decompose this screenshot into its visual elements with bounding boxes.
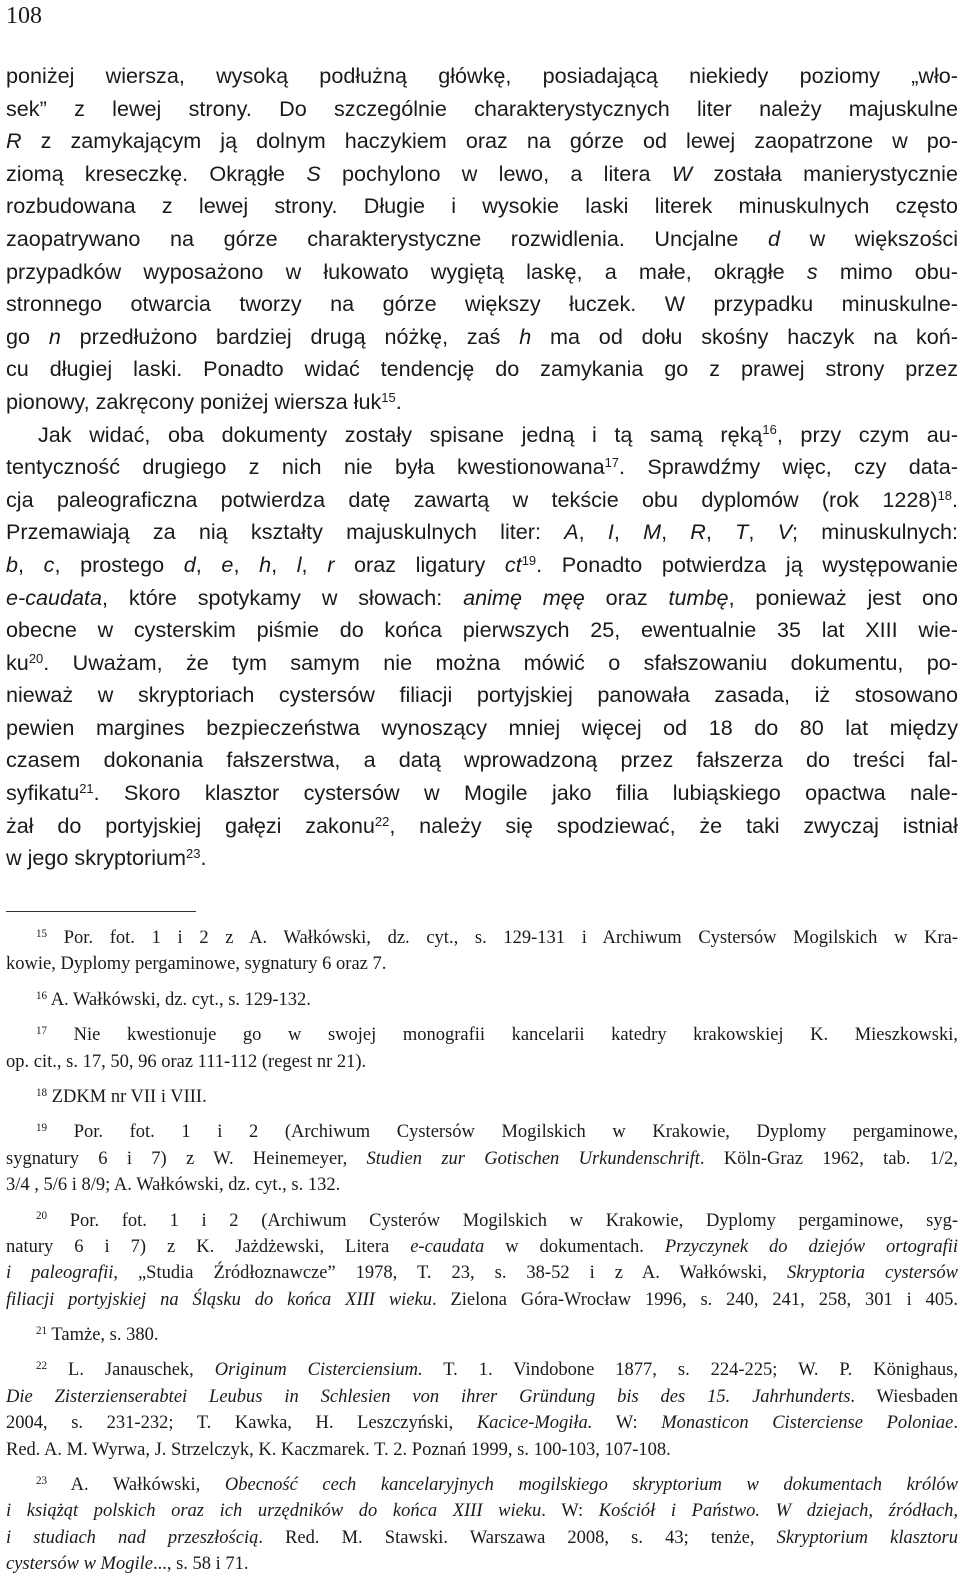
text-line (6, 451, 958, 484)
footnote-ref: 22 (36, 1360, 48, 1373)
text-line (6, 484, 958, 517)
footnote-ref: 15 (381, 389, 396, 405)
footnotes (6, 925, 958, 1587)
footnote-line (6, 1146, 958, 1172)
text-line (6, 321, 958, 354)
text-run: sek” z lewej strony. Do szczególnie charakterystycznych liter należy majuskulne (6, 95, 958, 121)
text-run: . (952, 486, 958, 512)
text-run: T. 1. Vindobone 1877, s. 224-225; W. P. Könighaus, (422, 1360, 959, 1381)
text-line (6, 777, 958, 810)
footnote (6, 1472, 958, 1578)
footnote-line (6, 1410, 958, 1436)
text-run: tentyczność drugiego z nich nie była kwestionowana (6, 454, 605, 480)
text-run: Jak widać, oba dokumenty zostały spisane jedną i tą samą ręką (38, 421, 763, 447)
italic-text: e-caudata (410, 1236, 485, 1257)
text-run: . Zielona Góra-Wrocław 1996, s. 240, 241, 258, 301 i 405. (431, 1289, 958, 1310)
text-run: L. Janauschek, (47, 1360, 215, 1381)
footnote-line (6, 1287, 958, 1313)
text-run: , (233, 551, 260, 577)
text-run: przypadków wyposażono w łukowato wygiętą laskę, a małe, okrągłe (6, 258, 807, 284)
footnote-line (6, 951, 958, 977)
italic-text: Studien zur Gotischen Urkundenschrift (366, 1148, 700, 1169)
text-run: poniżej wiersza, wysoką podłużną główkę, posiadającą niekiedy poziomy „wło- (6, 63, 958, 88)
text-line (6, 744, 958, 777)
main-text (6, 60, 958, 875)
text-run: Tamże, s. 380. (47, 1325, 159, 1346)
text-run: . Uważam, że tym samym nie można mówić o sfałszowaniu dokumentu, po- (43, 649, 958, 675)
text-line (6, 223, 958, 256)
text-run: , (613, 519, 644, 545)
italic-text: tumbę (668, 584, 729, 610)
text-run: Por. fot. 1 i 2 (Archiwum Cystersów Mogilskich w Krakowie, Dyplomy pergaminowe, (47, 1122, 958, 1143)
text-run: , (195, 551, 222, 577)
text-line (6, 810, 958, 843)
footnote-ref: 23 (36, 1474, 48, 1487)
text-run: została manierystycznie (692, 160, 958, 186)
italic-text: n (48, 323, 61, 349)
italic-text: l (296, 551, 302, 577)
text-run: natury 6 i 7) z K. Jażdżewski, Litera (6, 1236, 411, 1257)
text-line (6, 256, 958, 289)
page-number: 108 (6, 3, 42, 29)
text-run: . Köln-Graz 1962, tab. 1/2, (699, 1148, 958, 1169)
text-run: , (661, 519, 691, 545)
footnote-line (6, 1084, 958, 1110)
text-run: . W: (541, 1501, 599, 1522)
text-run: , (705, 519, 736, 545)
text-run: nieważ w skryptoriach cystersów filiacji portyjskiej panowała zasada, iż stosowano (6, 682, 958, 708)
text-run: kowie, Dyplomy pergaminowe, sygnatury 6 oraz 7. (6, 954, 387, 975)
text-line (6, 386, 958, 419)
text-run: Nie kwestionuje go w swojej monografii kancelarii katedry krakowskiej K. Mieszkowski, (47, 1025, 958, 1046)
text-run: ; minuskulnych: (791, 519, 959, 545)
footnote-line (6, 1260, 958, 1286)
text-run: , (271, 551, 297, 577)
footnote-ref: 19 (36, 1122, 48, 1135)
italic-text: i studiach nad przeszłością (6, 1527, 259, 1548)
text-run: żał do portyjskiej gałęzi zakonu (6, 812, 375, 838)
text-run: przedłużono bardziej drugą nóżkę, zaś (60, 323, 520, 349)
italic-text: r (327, 551, 335, 577)
text-line (6, 712, 958, 745)
text-run: zaopatrywano na górze charakterystyczne rozwidlenia. Uncjalne (6, 225, 769, 251)
text-run: oraz (584, 584, 669, 610)
text-run: , (18, 551, 44, 577)
footnote-line (6, 1022, 958, 1048)
text-line (6, 614, 958, 647)
text-run: , prostego (54, 551, 184, 577)
text-run: . Skoro klasztor cystersów w Mogile jako filia lubiąskiego opactwa nale- (93, 780, 958, 806)
text-run: ..., s. 58 i 71. (152, 1554, 249, 1575)
italic-text: d (768, 225, 781, 251)
text-line (6, 549, 958, 582)
text-run: cu długiej laski. Ponadto widać tendencję do zamykania go z prawej strony przez (6, 356, 958, 382)
text-run: pewien margines bezpieczeństwa wynoszący mniej więcej od 18 do 80 lat między (6, 714, 958, 740)
text-run: w większości (780, 225, 958, 251)
italic-text: V (777, 519, 792, 545)
italic-text: animę męę (463, 584, 585, 610)
italic-text: cystersów w Mogile (6, 1554, 153, 1575)
italic-text: Originum Cisterciensium. (214, 1360, 423, 1381)
text-run: go (6, 323, 49, 349)
footnote-line (6, 987, 958, 1013)
text-line (6, 93, 958, 126)
footnote-ref: 19 (521, 552, 537, 568)
italic-text: d (183, 551, 196, 577)
text-run: , przy czym au- (776, 421, 958, 447)
text-run: Red. A. M. Wyrwa, J. Strzelczyk, K. Kaczmarek. T. 2. Poznań 1999, s. 100-103, 107-108. (6, 1439, 671, 1460)
text-run: sygnatury 6 i 7) z W. Heinemeyer, (6, 1148, 367, 1169)
text-line (6, 842, 958, 875)
italic-text: M (643, 519, 662, 545)
footnote-line (6, 1525, 958, 1551)
footnote-separator (6, 911, 196, 912)
text-run: , (301, 551, 328, 577)
footnote-line (6, 1551, 958, 1577)
text-run: z zamykającym ją dolnym haczykiem oraz na górze od lewej zaopatrzone w po- (21, 128, 958, 154)
footnote-line (6, 1384, 958, 1410)
italic-text: Obecność cech kancelaryjnych mogilskiego skryptorium w dokumentach królów (224, 1475, 958, 1496)
italic-text: b (6, 551, 19, 577)
text-run: syfikatu (6, 780, 80, 806)
text-run: oraz ligatury (334, 551, 505, 577)
text-run: W: (592, 1413, 662, 1434)
text-run: ku (6, 649, 29, 675)
text-run: . Sprawdźmy więc, czy data- (619, 454, 958, 480)
footnote-line (6, 1437, 958, 1463)
footnote-ref: 18 (937, 487, 952, 503)
italic-text: Kacice-Mogiła. (476, 1413, 593, 1434)
italic-text: T (735, 519, 749, 545)
text-line (6, 419, 958, 452)
footnote-ref: 21 (36, 1324, 48, 1337)
footnote (6, 1022, 958, 1075)
italic-text: W (671, 160, 693, 186)
text-run: A. Wałkówski, (47, 1475, 225, 1496)
text-run: stronnego otwarcia tworzy na górze większy łuczek. W przypadku minuskulne- (6, 291, 958, 317)
footnote-ref: 16 (762, 422, 777, 438)
footnote-line (6, 1049, 958, 1075)
footnote-line (6, 1119, 958, 1145)
footnote-ref: 16 (36, 989, 48, 1002)
text-run: ZDKM nr VII i VIII. (47, 1086, 207, 1107)
text-run: ma od dołu skośny haczyk na koń- (531, 323, 958, 349)
text-run: , (748, 519, 778, 545)
italic-text: i paleografii (6, 1263, 114, 1284)
text-run: . (395, 388, 402, 414)
italic-text: Monasticon Cisterciense Poloniae (661, 1413, 954, 1434)
footnote (6, 925, 958, 978)
text-line (6, 647, 958, 680)
text-run: , „Studia Źródłoznawcze” 1978, T. 23, s. 38-52 i z A. Wałkówski, (113, 1263, 787, 1284)
text-run: rozbudowana z lewej strony. Długie i wysokie laski literek minuskulnych często (6, 193, 958, 219)
italic-text: Die Zisterzienserabtei Leubus in Schlesien von ihrer Gründung bis des 15. Jahrhunderts (6, 1386, 851, 1407)
text-line (6, 125, 958, 158)
footnote-ref: 17 (36, 1025, 48, 1038)
text-line (6, 288, 958, 321)
italic-text: e (221, 551, 234, 577)
text-run: . Ponadto potwierdza ją występowanie (536, 551, 959, 577)
footnote-line (6, 1472, 958, 1498)
text-run: . (200, 845, 207, 871)
text-run: Przemawiają za nią kształty majuskulnych liter: (6, 519, 565, 545)
footnote-line (6, 1357, 958, 1383)
text-run: 3/4 , 5/6 i 8/9; A. Wałkówski, dz. cyt., s. 132. (6, 1175, 341, 1196)
italic-text: ct (504, 551, 522, 577)
text-run: . Red. M. Stawski. Warszawa 2008, s. 43; tenże, (258, 1527, 777, 1548)
footnote-ref: 18 (36, 1086, 48, 1099)
text-run: . (953, 1413, 958, 1434)
text-line (6, 60, 958, 93)
footnote-ref: 22 (374, 813, 390, 829)
footnote-ref: 23 (186, 846, 201, 862)
italic-text: e-caudata (6, 584, 103, 610)
text-line (6, 190, 958, 223)
footnote-ref: 20 (36, 1210, 48, 1223)
footnote-line (6, 1208, 958, 1234)
italic-text: Kościół i Państwo. W dziejach, źródłach, (598, 1501, 958, 1522)
italic-text: filiacji portyjskiej na Śląsku do końca XIII wieku (6, 1289, 432, 1310)
italic-text: Przyczynek do dziejów ortografii (664, 1236, 958, 1257)
italic-text: Skryptorium klasztoru (776, 1527, 958, 1548)
text-run: mimo obu- (817, 258, 958, 284)
text-line (6, 582, 958, 615)
text-run: w dokumentach. (484, 1236, 665, 1257)
text-run: pochylono w lewo, a litera (320, 160, 672, 186)
footnote (6, 1208, 958, 1314)
italic-text: Skryptoria cystersów (786, 1263, 958, 1284)
italic-text: i książąt polskich oraz ich urzędników do końca XIII wieku (6, 1501, 542, 1522)
text-line (6, 353, 958, 386)
italic-text: A (564, 519, 579, 545)
footnote-line (6, 1172, 958, 1198)
text-run: cja paleograficzna potwierdza datę zawartą w tekście obu dyplomów (rok 1228) (6, 486, 938, 512)
text-run: op. cit., s. 17, 50, 96 oraz 111-112 (regest nr 21). (6, 1051, 367, 1072)
text-run: A. Wałkówski, dz. cyt., s. 129-132. (47, 989, 311, 1010)
text-run: czasem dokonania fałszerstwa, a datą wprowadzoną przez fałszerza do treści fal- (6, 747, 958, 773)
footnote (6, 1084, 958, 1110)
text-run: pionowy, zakręcony poniżej wiersza łuk (6, 388, 382, 414)
italic-text: s (806, 258, 818, 284)
footnote (6, 1119, 958, 1198)
text-run: , ponieważ jest ono (728, 584, 958, 610)
footnote-line (6, 1322, 958, 1348)
text-run: 2004, s. 231-232; T. Kawka, H. Leszczyński, (6, 1413, 477, 1434)
footnote (6, 1357, 958, 1463)
text-run: . Wiesbaden (850, 1386, 958, 1407)
italic-text: I (607, 519, 614, 545)
footnote-ref: 20 (28, 650, 44, 666)
italic-text: S (306, 160, 321, 186)
text-run: obecne w cysterskim piśmie do końca pierwszych 25, ewentualnie 35 lat XIII wie- (6, 617, 958, 643)
italic-text: R (6, 128, 22, 154)
footnote-ref: 15 (36, 927, 48, 940)
text-run: Por. fot. 1 i 2 (Archiwum Cysterów Mogilskich w Krakowie, Dyplomy pergaminowe, syg- (47, 1210, 958, 1231)
text-line (6, 679, 958, 712)
footnote-line (6, 1234, 958, 1260)
footnote (6, 1322, 958, 1348)
italic-text: c (43, 551, 55, 577)
text-run: , (578, 519, 608, 545)
text-run: Por. fot. 1 i 2 z A. Wałkówski, dz. cyt., s. 129-131 i Archiwum Cystersów Mogilskich w Kra- (47, 928, 958, 948)
text-run: , które spotykamy w słowach: (102, 584, 464, 610)
text-run: , należy się spodziewać, że taki zwyczaj istniał (389, 812, 958, 838)
footnote-line (6, 925, 958, 951)
text-run: ziomą kreseczkę. Okrągłe (6, 160, 307, 186)
footnote-ref: 21 (79, 780, 94, 796)
italic-text: h (519, 323, 532, 349)
italic-text: h (259, 551, 272, 577)
text-run: w jego skryptorium (6, 845, 187, 871)
footnote-ref: 17 (604, 455, 620, 470)
text-line (6, 516, 958, 549)
text-line (6, 158, 958, 191)
italic-text: R (690, 519, 706, 545)
footnote-line (6, 1498, 958, 1524)
footnote (6, 987, 958, 1013)
